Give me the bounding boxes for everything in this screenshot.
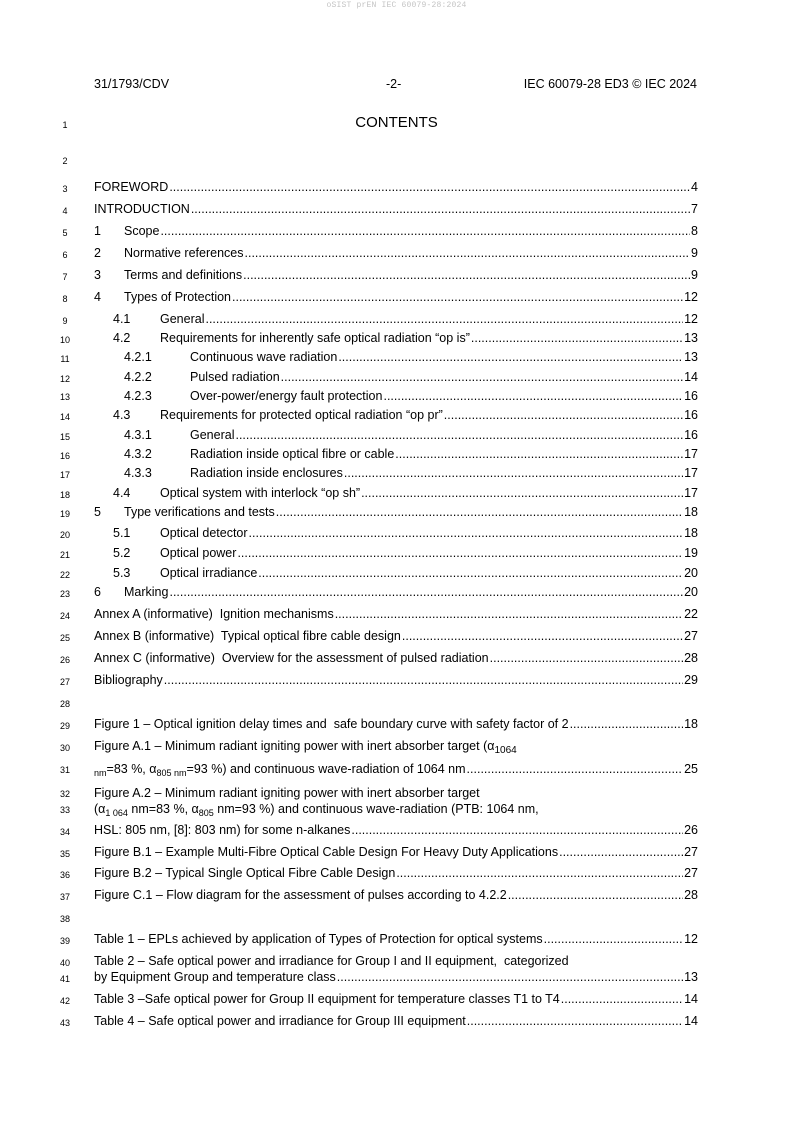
dot-leader — [160, 224, 690, 238]
toc-label: Types of Protection — [124, 290, 232, 304]
toc-label: Requirements for protected optical radiation “op pr” — [160, 408, 443, 422]
toc-entry-4-2-2[interactable] — [124, 370, 698, 386]
toc-entry-annex-b[interactable] — [94, 629, 698, 645]
toc-label: Type verifications and tests — [124, 505, 275, 519]
line-number: 21 — [59, 550, 70, 560]
line-number: 39 — [59, 936, 70, 946]
toc-label: Normative references — [124, 246, 244, 260]
toc-number: 4.2.1 — [124, 350, 152, 364]
toc-number: 1 — [94, 224, 101, 238]
toc-page: 28 — [684, 888, 698, 902]
figure-a1-eq1: =83 %, — [106, 762, 150, 776]
toc-entry-4-3-2[interactable] — [124, 447, 698, 463]
toc-page: 27 — [684, 866, 698, 880]
toc-label: Optical irradiance — [160, 566, 258, 580]
dot-leader — [205, 312, 683, 326]
line-number: 9 — [62, 316, 68, 326]
toc-label: FOREWORD — [94, 180, 169, 194]
dot-leader — [402, 629, 683, 643]
dot-leader — [243, 268, 690, 282]
toc-number: 4.3 — [113, 408, 131, 422]
line-number: 36 — [59, 870, 70, 880]
toc-page: 14 — [684, 1014, 698, 1028]
table-2-line1[interactable]: Table 2 – Safe optical power and irradiance for Group I and II equipment, categorized — [94, 954, 569, 968]
line-number: 1 — [62, 120, 68, 130]
toc-entry-figure-a1[interactable] — [94, 762, 698, 778]
dot-leader — [396, 866, 683, 880]
dot-leader — [471, 331, 683, 345]
toc-page: 22 — [684, 607, 698, 621]
toc-number: 3 — [94, 268, 101, 282]
line-number: 10 — [59, 335, 70, 345]
dot-leader — [508, 888, 683, 902]
toc-page: 26 — [684, 823, 698, 837]
standard-reference: IEC 60079-28 ED3 © IEC 2024 — [523, 77, 697, 91]
line-number: 20 — [59, 530, 70, 540]
dot-leader — [281, 370, 683, 384]
line-number: 23 — [59, 589, 70, 599]
toc-number: 2 — [94, 246, 101, 260]
line-number: 15 — [59, 432, 70, 442]
toc-entry-4-3-1[interactable] — [124, 428, 698, 444]
line-number: 22 — [59, 570, 70, 580]
dot-leader — [337, 970, 683, 984]
toc-entry-4-2-3[interactable] — [124, 389, 698, 405]
dot-leader — [276, 505, 683, 519]
toc-page: 17 — [684, 466, 698, 480]
toc-number: 4.2 — [113, 331, 131, 345]
figure-a2-eq1: nm=83 %, — [127, 802, 192, 816]
toc-label: Figure 1 – Optical ignition delay times and safe boundary curve with safety factor of 2 — [94, 717, 569, 731]
line-number: 35 — [59, 849, 70, 859]
line-number: 37 — [59, 892, 70, 902]
dot-leader — [570, 717, 684, 731]
toc-number: 4.3.3 — [124, 466, 152, 480]
toc-label: HSL: 805 nm, [8]: 803 nm) for some n-alkanes — [94, 823, 351, 837]
toc-entry-4-3[interactable] — [113, 408, 698, 424]
dot-leader — [245, 246, 691, 260]
toc-label: Annex C (informative) Overview for the assessment of pulsed radiation — [94, 651, 489, 665]
toc-label: Annex B (informative) Typical optical fibre cable design — [94, 629, 401, 643]
toc-page: 12 — [684, 932, 698, 946]
line-number: 26 — [59, 655, 70, 665]
toc-label: Optical system with interlock “op sh” — [160, 486, 361, 500]
toc-page: 7 — [691, 202, 698, 216]
toc-entry-figure-1[interactable] — [94, 717, 698, 733]
dot-leader — [258, 566, 683, 580]
subscript-805: 805 — [156, 768, 172, 778]
toc-page: 19 — [684, 546, 698, 560]
dot-leader — [490, 651, 683, 665]
toc-label: General — [160, 312, 205, 326]
toc-label: Figure C.1 – Flow diagram for the assessment of pulses according to 4.2.2 — [94, 888, 507, 902]
watermark: oSIST prEN IEC 60079-28:2024 — [326, 1, 467, 10]
toc-label: Optical power — [160, 546, 237, 560]
line-number: 4 — [62, 206, 68, 216]
line-number: 43 — [59, 1018, 70, 1028]
toc-entry-annex-a[interactable] — [94, 607, 698, 623]
toc-label — [94, 762, 466, 778]
line-number: 33 — [59, 805, 70, 815]
toc-page: 14 — [684, 992, 698, 1006]
toc-entry-introduction[interactable] — [94, 202, 698, 218]
toc-page: 13 — [684, 970, 698, 984]
toc-number: 4.3.1 — [124, 428, 152, 442]
toc-page: 16 — [684, 389, 698, 403]
toc-label: by Equipment Group and temperature class — [94, 970, 336, 984]
toc-page: 14 — [684, 370, 698, 384]
toc-page: 4 — [691, 180, 698, 194]
dot-leader — [232, 290, 683, 304]
toc-number: 5 — [94, 505, 101, 519]
toc-page: 18 — [684, 717, 698, 731]
toc-label: Table 4 – Safe optical power and irradiance for Group III equipment — [94, 1014, 466, 1028]
toc-entry-4-4[interactable] — [113, 486, 698, 502]
dot-leader — [467, 762, 684, 776]
toc-entry-scope[interactable] — [94, 224, 698, 240]
line-number: 16 — [59, 451, 70, 461]
toc-entry-table-2[interactable] — [94, 970, 698, 986]
line-number: 5 — [62, 228, 68, 238]
toc-entry-marking[interactable] — [94, 585, 698, 601]
dot-leader — [344, 466, 683, 480]
toc-entry-terms-definitions[interactable] — [94, 268, 698, 284]
toc-page: 20 — [684, 585, 698, 599]
dot-leader — [235, 428, 683, 442]
line-number: 42 — [59, 996, 70, 1006]
toc-entry-figure-c1[interactable] — [94, 888, 698, 904]
toc-entry-4-3-3[interactable] — [124, 466, 698, 482]
line-number: 3 — [62, 184, 68, 194]
subscript-1064: 1 064 — [105, 808, 128, 818]
toc-page: 27 — [684, 845, 698, 859]
toc-entry-5-1[interactable] — [113, 526, 698, 542]
alpha-symbol: α — [98, 802, 106, 816]
line-number: 6 — [62, 250, 68, 260]
line-number: 12 — [59, 374, 70, 384]
line-number: 8 — [62, 294, 68, 304]
toc-number: 5.1 — [113, 526, 131, 540]
page-number: -2- — [386, 77, 402, 91]
toc-page: 17 — [684, 486, 698, 500]
toc-label: Bibliography — [94, 673, 163, 687]
toc-label: Marking — [124, 585, 169, 599]
document-id: 31/1793/CDV — [94, 77, 170, 91]
line-number: 25 — [59, 633, 70, 643]
toc-label: Radiation inside enclosures — [190, 466, 343, 480]
toc-page: 13 — [684, 350, 698, 364]
toc-label: Terms and definitions — [124, 268, 243, 282]
toc-entry-figure-b2[interactable] — [94, 866, 698, 882]
toc-page: 29 — [684, 673, 698, 687]
line-number: 14 — [59, 412, 70, 422]
dot-leader — [444, 408, 683, 422]
toc-label: Annex A (informative) Ignition mechanisms — [94, 607, 334, 621]
dot-leader — [164, 673, 683, 687]
toc-label: Table 3 –Safe optical power for Group II equipment for temperature classes T1 to T4 — [94, 992, 560, 1006]
toc-page: 13 — [684, 331, 698, 345]
toc-entry-type-verifications[interactable] — [94, 505, 698, 521]
toc-number: 4.1 — [113, 312, 131, 326]
line-number: 11 — [60, 354, 70, 364]
toc-entry-4-2[interactable] — [113, 331, 698, 347]
toc-entry-4-2-1[interactable] — [124, 350, 698, 366]
toc-label: Continuous wave radiation — [190, 350, 338, 364]
toc-entry-table-3[interactable] — [94, 992, 698, 1008]
dot-leader — [395, 447, 683, 461]
toc-label: General — [190, 428, 235, 442]
alpha-symbol: α — [191, 802, 199, 816]
toc-page: 28 — [684, 651, 698, 665]
subscript-805: 805 — [198, 808, 214, 818]
dot-leader — [169, 180, 690, 194]
toc-label: Figure B.1 – Example Multi-Fibre Optical Cable Design For Heavy Duty Applications — [94, 845, 559, 859]
toc-number: 4.2.2 — [124, 370, 152, 384]
toc-label: Table 1 – EPLs achieved by application of Types of Protection for optical systems — [94, 932, 543, 946]
open-paren: ( — [94, 802, 99, 816]
dot-leader — [335, 607, 683, 621]
toc-page: 12 — [684, 312, 698, 326]
toc-page: 27 — [684, 629, 698, 643]
line-number: 19 — [59, 509, 70, 519]
toc-page: 18 — [684, 526, 698, 540]
line-number: 27 — [59, 677, 70, 687]
toc-entry-types-of-protection[interactable] — [94, 290, 698, 306]
dot-leader — [467, 1014, 683, 1028]
toc-page: 17 — [684, 447, 698, 461]
line-number: 24 — [59, 611, 70, 621]
line-number: 31 — [59, 765, 70, 775]
dot-leader — [249, 526, 684, 540]
toc-entry-figure-a2[interactable] — [94, 823, 698, 839]
toc-entry-5-2[interactable] — [113, 546, 698, 562]
figure-a1-text: Figure A.1 – Minimum radiant igniting power with inert absorber target ( — [94, 739, 488, 753]
toc-label: Requirements for inherently safe optical radiation “op is” — [160, 331, 470, 345]
toc-entry-figure-b1[interactable] — [94, 845, 698, 861]
line-number: 32 — [59, 789, 70, 799]
line-number: 17 — [59, 470, 70, 480]
toc-label: Optical detector — [160, 526, 248, 540]
figure-a2-line2[interactable] — [94, 802, 539, 818]
alpha-symbol: α — [487, 739, 495, 753]
line-number: 30 — [59, 743, 70, 753]
figure-a2-eq2: nm=93 %) and continuous wave-radiation (PTB: 1064 nm, — [213, 802, 539, 816]
line-number: 18 — [59, 490, 70, 500]
subscript-1064: 1064 — [494, 745, 517, 756]
toc-number: 4.2.3 — [124, 389, 152, 403]
toc-page: 9 — [691, 268, 698, 282]
figure-a2-line1[interactable]: Figure A.2 – Minimum radiant igniting power with inert absorber target — [94, 786, 480, 800]
dot-leader — [544, 932, 683, 946]
line-number: 34 — [59, 827, 70, 837]
toc-label: Scope — [124, 224, 160, 238]
alpha-symbol: α — [149, 762, 157, 776]
toc-page: 20 — [684, 566, 698, 580]
line-number: 2 — [62, 156, 68, 166]
toc-entry-annex-c[interactable] — [94, 651, 698, 667]
toc-page: 8 — [691, 224, 698, 238]
toc-label: Over-power/energy fault protection — [190, 389, 383, 403]
toc-page: 16 — [684, 428, 698, 442]
toc-number: 5.2 — [113, 546, 131, 560]
toc-entry-normative-references[interactable] — [94, 246, 698, 262]
line-number: 38 — [59, 914, 70, 924]
line-number: 29 — [59, 721, 70, 731]
toc-label: Radiation inside optical fibre or cable — [190, 447, 395, 461]
dot-leader — [383, 389, 683, 403]
line-number: 13 — [59, 392, 70, 402]
line-number: 40 — [59, 958, 70, 968]
toc-page: 16 — [684, 408, 698, 422]
toc-label: INTRODUCTION — [94, 202, 190, 216]
toc-entry-bibliography[interactable] — [94, 673, 698, 689]
dot-leader — [351, 823, 683, 837]
toc-number: 4.4 — [113, 486, 131, 500]
figure-a1-eq2: =93 %) and continuous wave-radiation of 1064 nm — [186, 762, 466, 776]
toc-entry-table-4[interactable] — [94, 1014, 698, 1030]
toc-page: 12 — [684, 290, 698, 304]
toc-number: 5.3 — [113, 566, 131, 580]
toc-number: 4.3.2 — [124, 447, 152, 461]
toc-page: 9 — [691, 246, 698, 260]
dot-leader — [169, 585, 683, 599]
toc-page: 25 — [684, 762, 698, 776]
toc-number: 4 — [94, 290, 101, 304]
dot-leader — [191, 202, 690, 216]
nm-unit: nm — [171, 768, 187, 778]
dot-leader — [361, 486, 683, 500]
toc-entry-foreword[interactable] — [94, 180, 698, 196]
dot-leader — [237, 546, 683, 560]
line-number: 41 — [59, 974, 70, 984]
toc-page: 18 — [684, 505, 698, 519]
toc-entry-table-1[interactable] — [94, 932, 698, 948]
figure-a1-line1[interactable] — [94, 739, 517, 756]
line-number: 7 — [62, 272, 68, 282]
toc-entry-4-1[interactable] — [113, 312, 698, 328]
toc-number: 6 — [94, 585, 101, 599]
nm-unit: nm — [94, 768, 107, 778]
dot-leader — [338, 350, 683, 364]
line-number: 28 — [59, 699, 70, 709]
dot-leader — [559, 845, 683, 859]
page-title: CONTENTS — [355, 114, 438, 131]
toc-label: Pulsed radiation — [190, 370, 280, 384]
toc-entry-5-3[interactable] — [113, 566, 698, 582]
dot-leader — [561, 992, 683, 1006]
toc-label: Figure B.2 – Typical Single Optical Fibre Cable Design — [94, 866, 396, 880]
